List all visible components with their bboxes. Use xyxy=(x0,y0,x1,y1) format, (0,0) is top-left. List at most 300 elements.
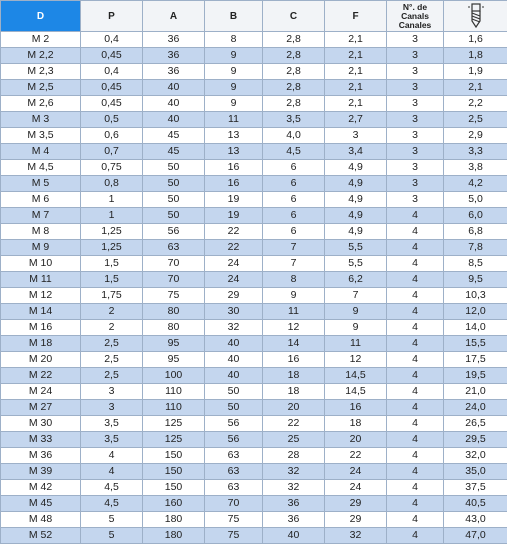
cell-f: 5,5 xyxy=(325,256,387,272)
cell-a: 150 xyxy=(143,448,205,464)
cell-f: 4,9 xyxy=(325,224,387,240)
cell-f: 2,1 xyxy=(325,64,387,80)
table-row xyxy=(1,192,507,208)
cell-p: 0,45 xyxy=(81,48,143,64)
cell-f: 2,1 xyxy=(325,48,387,64)
cell-canals: 4 xyxy=(387,352,444,368)
cell-p: 4 xyxy=(81,464,143,480)
cell-a: 125 xyxy=(143,416,205,432)
cell-f: 29 xyxy=(325,496,387,512)
cell-a: 40 xyxy=(143,112,205,128)
cell-canals: 4 xyxy=(387,480,444,496)
cell-b: 32 xyxy=(205,320,263,336)
cell-p: 1 xyxy=(81,192,143,208)
cell-f: 14,5 xyxy=(325,368,387,384)
cell-d: M 2,5 xyxy=(1,80,81,96)
cell-c: 18 xyxy=(263,384,325,400)
cell-canals: 4 xyxy=(387,240,444,256)
table-row xyxy=(1,32,507,48)
tap-drill-icon xyxy=(466,3,486,29)
cell-a: 40 xyxy=(143,96,205,112)
cell-canals: 4 xyxy=(387,208,444,224)
cell-drill-diameter: 6,0 xyxy=(444,208,507,224)
table-row xyxy=(1,128,507,144)
cell-p: 1,25 xyxy=(81,240,143,256)
header-f: F xyxy=(325,1,387,32)
cell-c: 6 xyxy=(263,176,325,192)
table-row xyxy=(1,496,507,512)
cell-drill-diameter: 40,5 xyxy=(444,496,507,512)
cell-c: 16 xyxy=(263,352,325,368)
header-canals-line3: Canales xyxy=(387,21,443,30)
header-b: B xyxy=(205,1,263,32)
cell-c: 7 xyxy=(263,240,325,256)
cell-canals: 4 xyxy=(387,384,444,400)
cell-b: 63 xyxy=(205,480,263,496)
cell-canals: 3 xyxy=(387,144,444,160)
cell-drill-diameter: 1,8 xyxy=(444,48,507,64)
cell-f: 5,5 xyxy=(325,240,387,256)
cell-canals: 4 xyxy=(387,256,444,272)
cell-a: 45 xyxy=(143,144,205,160)
cell-d: M 27 xyxy=(1,400,81,416)
cell-canals: 3 xyxy=(387,96,444,112)
cell-p: 1,75 xyxy=(81,288,143,304)
cell-a: 36 xyxy=(143,48,205,64)
cell-canals: 4 xyxy=(387,224,444,240)
cell-drill-diameter: 29,5 xyxy=(444,432,507,448)
cell-c: 6 xyxy=(263,160,325,176)
cell-p: 0,5 xyxy=(81,112,143,128)
cell-b: 8 xyxy=(205,32,263,48)
cell-b: 40 xyxy=(205,368,263,384)
cell-f: 32 xyxy=(325,528,387,544)
cell-b: 22 xyxy=(205,240,263,256)
cell-a: 95 xyxy=(143,352,205,368)
cell-b: 56 xyxy=(205,416,263,432)
table-row xyxy=(1,64,507,80)
table-row xyxy=(1,480,507,496)
cell-drill-diameter: 26,5 xyxy=(444,416,507,432)
cell-a: 95 xyxy=(143,336,205,352)
cell-d: M 7 xyxy=(1,208,81,224)
cell-canals: 4 xyxy=(387,528,444,544)
cell-drill-diameter: 37,5 xyxy=(444,480,507,496)
cell-p: 3,5 xyxy=(81,416,143,432)
cell-d: M 45 xyxy=(1,496,81,512)
table-row xyxy=(1,176,507,192)
cell-f: 14,5 xyxy=(325,384,387,400)
cell-drill-diameter: 4,2 xyxy=(444,176,507,192)
cell-a: 63 xyxy=(143,240,205,256)
table-row xyxy=(1,464,507,480)
cell-a: 180 xyxy=(143,528,205,544)
cell-b: 16 xyxy=(205,160,263,176)
cell-a: 100 xyxy=(143,368,205,384)
cell-c: 2,8 xyxy=(263,64,325,80)
cell-p: 0,75 xyxy=(81,160,143,176)
cell-b: 19 xyxy=(205,208,263,224)
cell-f: 2,1 xyxy=(325,80,387,96)
cell-canals: 4 xyxy=(387,336,444,352)
table-row xyxy=(1,256,507,272)
cell-drill-diameter: 6,8 xyxy=(444,224,507,240)
cell-a: 70 xyxy=(143,256,205,272)
cell-b: 16 xyxy=(205,176,263,192)
cell-a: 110 xyxy=(143,400,205,416)
table-row xyxy=(1,240,507,256)
cell-f: 4,9 xyxy=(325,192,387,208)
cell-canals: 3 xyxy=(387,112,444,128)
cell-canals: 4 xyxy=(387,464,444,480)
cell-drill-diameter: 2,2 xyxy=(444,96,507,112)
cell-d: M 36 xyxy=(1,448,81,464)
cell-f: 4,9 xyxy=(325,208,387,224)
table-body xyxy=(1,32,507,544)
cell-d: M 4,5 xyxy=(1,160,81,176)
cell-canals: 3 xyxy=(387,192,444,208)
cell-p: 5 xyxy=(81,528,143,544)
cell-d: M 30 xyxy=(1,416,81,432)
cell-canals: 4 xyxy=(387,288,444,304)
cell-p: 3 xyxy=(81,384,143,400)
cell-drill-diameter: 1,6 xyxy=(444,32,507,48)
cell-canals: 4 xyxy=(387,400,444,416)
cell-canals: 3 xyxy=(387,64,444,80)
cell-f: 3,4 xyxy=(325,144,387,160)
table-row xyxy=(1,208,507,224)
header-c: C xyxy=(263,1,325,32)
cell-b: 24 xyxy=(205,256,263,272)
cell-c: 36 xyxy=(263,512,325,528)
cell-canals: 3 xyxy=(387,176,444,192)
cell-c: 8 xyxy=(263,272,325,288)
cell-d: M 12 xyxy=(1,288,81,304)
table-header xyxy=(1,1,507,32)
header-p: P xyxy=(81,1,143,32)
header-canals-line1: N°. de xyxy=(387,3,443,12)
cell-p: 4,5 xyxy=(81,480,143,496)
cell-a: 180 xyxy=(143,512,205,528)
cell-canals: 4 xyxy=(387,368,444,384)
cell-canals: 4 xyxy=(387,416,444,432)
cell-f: 22 xyxy=(325,448,387,464)
cell-p: 3,5 xyxy=(81,432,143,448)
table-row xyxy=(1,384,507,400)
cell-c: 4,0 xyxy=(263,128,325,144)
table-row xyxy=(1,320,507,336)
cell-a: 80 xyxy=(143,320,205,336)
cell-b: 13 xyxy=(205,128,263,144)
cell-p: 3 xyxy=(81,400,143,416)
cell-drill-diameter: 1,9 xyxy=(444,64,507,80)
table-row xyxy=(1,224,507,240)
cell-drill-diameter: 2,5 xyxy=(444,112,507,128)
table-row xyxy=(1,448,507,464)
cell-f: 6,2 xyxy=(325,272,387,288)
cell-p: 2,5 xyxy=(81,352,143,368)
cell-f: 2,1 xyxy=(325,32,387,48)
table-row xyxy=(1,112,507,128)
cell-b: 9 xyxy=(205,64,263,80)
cell-a: 50 xyxy=(143,176,205,192)
cell-drill-diameter: 32,0 xyxy=(444,448,507,464)
cell-c: 22 xyxy=(263,416,325,432)
cell-a: 36 xyxy=(143,32,205,48)
cell-f: 4,9 xyxy=(325,176,387,192)
cell-p: 2,5 xyxy=(81,336,143,352)
cell-canals: 4 xyxy=(387,496,444,512)
table-row xyxy=(1,528,507,544)
cell-c: 9 xyxy=(263,288,325,304)
header-a: A xyxy=(143,1,205,32)
cell-f: 20 xyxy=(325,432,387,448)
cell-canals: 4 xyxy=(387,304,444,320)
cell-f: 7 xyxy=(325,288,387,304)
table-row xyxy=(1,96,507,112)
cell-drill-diameter: 24,0 xyxy=(444,400,507,416)
cell-a: 150 xyxy=(143,480,205,496)
cell-canals: 3 xyxy=(387,48,444,64)
cell-drill-diameter: 3,8 xyxy=(444,160,507,176)
cell-d: M 2 xyxy=(1,32,81,48)
cell-p: 5 xyxy=(81,512,143,528)
header-canals xyxy=(387,1,444,32)
cell-a: 56 xyxy=(143,224,205,240)
cell-c: 25 xyxy=(263,432,325,448)
cell-a: 50 xyxy=(143,208,205,224)
cell-canals: 4 xyxy=(387,272,444,288)
cell-c: 11 xyxy=(263,304,325,320)
table-row xyxy=(1,80,507,96)
cell-b: 29 xyxy=(205,288,263,304)
cell-a: 36 xyxy=(143,64,205,80)
cell-f: 16 xyxy=(325,400,387,416)
table-row xyxy=(1,272,507,288)
cell-b: 9 xyxy=(205,96,263,112)
cell-f: 2,7 xyxy=(325,112,387,128)
cell-drill-diameter: 2,9 xyxy=(444,128,507,144)
cell-f: 12 xyxy=(325,352,387,368)
cell-f: 4,9 xyxy=(325,160,387,176)
cell-b: 40 xyxy=(205,352,263,368)
cell-b: 75 xyxy=(205,528,263,544)
cell-f: 2,1 xyxy=(325,96,387,112)
cell-c: 2,8 xyxy=(263,96,325,112)
cell-d: M 6 xyxy=(1,192,81,208)
cell-drill-diameter: 15,5 xyxy=(444,336,507,352)
cell-d: M 48 xyxy=(1,512,81,528)
table-row xyxy=(1,432,507,448)
cell-c: 2,8 xyxy=(263,80,325,96)
cell-d: M 11 xyxy=(1,272,81,288)
cell-p: 0,45 xyxy=(81,80,143,96)
cell-c: 36 xyxy=(263,496,325,512)
cell-a: 40 xyxy=(143,80,205,96)
table-row xyxy=(1,48,507,64)
table-row xyxy=(1,288,507,304)
cell-d: M 14 xyxy=(1,304,81,320)
header-canals-line2: Canals xyxy=(387,12,443,21)
cell-drill-diameter: 9,5 xyxy=(444,272,507,288)
cell-b: 19 xyxy=(205,192,263,208)
cell-a: 75 xyxy=(143,288,205,304)
cell-p: 0,7 xyxy=(81,144,143,160)
cell-p: 0,6 xyxy=(81,128,143,144)
cell-b: 75 xyxy=(205,512,263,528)
cell-canals: 4 xyxy=(387,512,444,528)
cell-a: 70 xyxy=(143,272,205,288)
cell-p: 0,4 xyxy=(81,64,143,80)
cell-f: 29 xyxy=(325,512,387,528)
cell-d: M 9 xyxy=(1,240,81,256)
cell-f: 9 xyxy=(325,320,387,336)
cell-d: M 3 xyxy=(1,112,81,128)
cell-a: 110 xyxy=(143,384,205,400)
cell-drill-diameter: 17,5 xyxy=(444,352,507,368)
cell-drill-diameter: 5,0 xyxy=(444,192,507,208)
cell-a: 50 xyxy=(143,160,205,176)
cell-c: 4,5 xyxy=(263,144,325,160)
cell-b: 56 xyxy=(205,432,263,448)
cell-b: 9 xyxy=(205,80,263,96)
cell-a: 160 xyxy=(143,496,205,512)
header-row xyxy=(1,1,507,32)
cell-p: 0,8 xyxy=(81,176,143,192)
cell-c: 2,8 xyxy=(263,32,325,48)
cell-f: 24 xyxy=(325,480,387,496)
cell-d: M 4 xyxy=(1,144,81,160)
cell-b: 9 xyxy=(205,48,263,64)
cell-p: 1,25 xyxy=(81,224,143,240)
cell-c: 18 xyxy=(263,368,325,384)
header-drill-diameter xyxy=(444,1,507,32)
cell-p: 1 xyxy=(81,208,143,224)
cell-canals: 3 xyxy=(387,32,444,48)
cell-p: 2,5 xyxy=(81,368,143,384)
cell-f: 11 xyxy=(325,336,387,352)
cell-p: 4,5 xyxy=(81,496,143,512)
table-row xyxy=(1,144,507,160)
cell-b: 70 xyxy=(205,496,263,512)
cell-drill-diameter: 3,3 xyxy=(444,144,507,160)
cell-c: 6 xyxy=(263,224,325,240)
cell-drill-diameter: 10,3 xyxy=(444,288,507,304)
cell-drill-diameter: 35,0 xyxy=(444,464,507,480)
cell-c: 28 xyxy=(263,448,325,464)
cell-a: 45 xyxy=(143,128,205,144)
cell-f: 3 xyxy=(325,128,387,144)
cell-c: 32 xyxy=(263,480,325,496)
cell-c: 40 xyxy=(263,528,325,544)
cell-f: 18 xyxy=(325,416,387,432)
cell-drill-diameter: 14,0 xyxy=(444,320,507,336)
cell-a: 125 xyxy=(143,432,205,448)
cell-drill-diameter: 21,0 xyxy=(444,384,507,400)
cell-d: M 3,5 xyxy=(1,128,81,144)
cell-c: 2,8 xyxy=(263,48,325,64)
cell-canals: 4 xyxy=(387,448,444,464)
table-row xyxy=(1,400,507,416)
cell-c: 14 xyxy=(263,336,325,352)
table-row xyxy=(1,352,507,368)
cell-canals: 3 xyxy=(387,160,444,176)
cell-b: 30 xyxy=(205,304,263,320)
table-row xyxy=(1,416,507,432)
cell-p: 4 xyxy=(81,448,143,464)
cell-c: 20 xyxy=(263,400,325,416)
cell-a: 50 xyxy=(143,192,205,208)
cell-p: 2 xyxy=(81,304,143,320)
cell-d: M 24 xyxy=(1,384,81,400)
cell-d: M 22 xyxy=(1,368,81,384)
cell-drill-diameter: 2,1 xyxy=(444,80,507,96)
cell-d: M 39 xyxy=(1,464,81,480)
cell-canals: 4 xyxy=(387,320,444,336)
cell-drill-diameter: 47,0 xyxy=(444,528,507,544)
cell-drill-diameter: 8,5 xyxy=(444,256,507,272)
cell-d: M 10 xyxy=(1,256,81,272)
table-row xyxy=(1,336,507,352)
cell-f: 9 xyxy=(325,304,387,320)
table-row xyxy=(1,368,507,384)
table-row xyxy=(1,304,507,320)
cell-f: 24 xyxy=(325,464,387,480)
cell-p: 1,5 xyxy=(81,256,143,272)
cell-b: 13 xyxy=(205,144,263,160)
cell-c: 12 xyxy=(263,320,325,336)
cell-b: 40 xyxy=(205,336,263,352)
cell-drill-diameter: 7,8 xyxy=(444,240,507,256)
cell-c: 32 xyxy=(263,464,325,480)
cell-b: 24 xyxy=(205,272,263,288)
cell-d: M 33 xyxy=(1,432,81,448)
cell-c: 6 xyxy=(263,208,325,224)
cell-d: M 52 xyxy=(1,528,81,544)
cell-d: M 20 xyxy=(1,352,81,368)
cell-p: 1,5 xyxy=(81,272,143,288)
cell-p: 0,45 xyxy=(81,96,143,112)
cell-c: 6 xyxy=(263,192,325,208)
cell-b: 11 xyxy=(205,112,263,128)
cell-canals: 3 xyxy=(387,80,444,96)
cell-d: M 18 xyxy=(1,336,81,352)
cell-c: 3,5 xyxy=(263,112,325,128)
cell-drill-diameter: 12,0 xyxy=(444,304,507,320)
cell-a: 80 xyxy=(143,304,205,320)
cell-b: 50 xyxy=(205,384,263,400)
cell-canals: 4 xyxy=(387,432,444,448)
cell-b: 63 xyxy=(205,464,263,480)
cell-d: M 2,3 xyxy=(1,64,81,80)
cell-b: 63 xyxy=(205,448,263,464)
cell-d: M 42 xyxy=(1,480,81,496)
cell-d: M 16 xyxy=(1,320,81,336)
cell-drill-diameter: 19,5 xyxy=(444,368,507,384)
header-d: D xyxy=(1,1,81,32)
cell-d: M 2,6 xyxy=(1,96,81,112)
cell-c: 7 xyxy=(263,256,325,272)
table-row xyxy=(1,160,507,176)
cell-b: 22 xyxy=(205,224,263,240)
cell-drill-diameter: 43,0 xyxy=(444,512,507,528)
cell-canals: 3 xyxy=(387,128,444,144)
cell-d: M 2,2 xyxy=(1,48,81,64)
cell-d: M 5 xyxy=(1,176,81,192)
cell-d: M 8 xyxy=(1,224,81,240)
cell-b: 50 xyxy=(205,400,263,416)
cell-p: 2 xyxy=(81,320,143,336)
